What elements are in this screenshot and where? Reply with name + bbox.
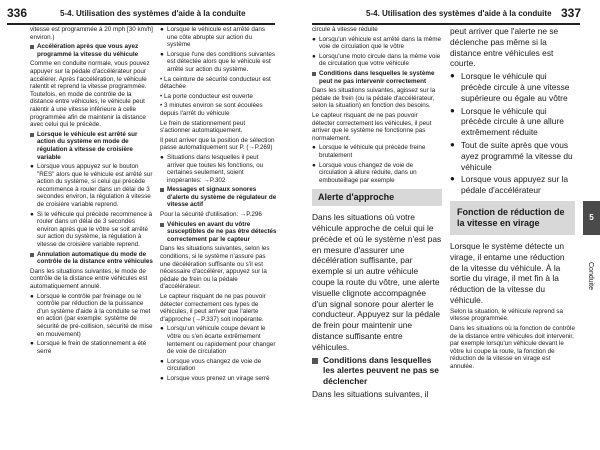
bullet-item: ● Lorsque le véhicule qui précède circule à une vitesse supérieure ou égale au vôtre bbox=[450, 71, 575, 103]
subheading: Accélération après que vous ayez programmé la vitesse du véhicule bbox=[30, 43, 153, 58]
dash-item: • La porte conducteur est ouverte bbox=[160, 92, 253, 100]
bullet-item: ● Lorsqu'une moto circule dans la même voie de circulation que votre véhicule bbox=[312, 53, 442, 68]
paragraph: Comme en conduite normale, vous pouvez appuyer sur la pédale d'accélérateur pour accélérer. Après l'accélération, le véhicule ralentit et reprend la vitesse programmée. Toutefois, en mode de contrôle de la distance entre véhicules, le véhicule peut ralentir à une vitesse inférieure à celle programmée afin de maintenir la distance avec celui qui le précède. bbox=[30, 60, 150, 129]
bullet-item: ● Tout de suite après que vous ayez programmé la vitesse du véhicule bbox=[450, 140, 575, 172]
paragraph: Lorsque le système détecte un virage, il entame une réduction de la vitesse du véhicule. À la sortie du virage, il met fin à la réduction de la vitesse du véhicule. bbox=[450, 240, 565, 305]
chapter-title-right: 5-4. Utilisation des systèmes d'aide à la conduite bbox=[366, 9, 552, 18]
section-heading-approach-alert: Alerte d'approche bbox=[312, 189, 442, 206]
section-heading-curve-speed-reduction: Fonction de réduction de la vitesse en virage bbox=[450, 201, 575, 235]
subheading: Conditions dans lesquelles les alertes peuvent ne pas se déclencher bbox=[312, 355, 442, 387]
subheading: Conditions dans lesquelles le système peut ne pas intervenir correctement bbox=[312, 70, 442, 85]
paragraph: Le capteur risquant de ne pas pouvoir détecter correctement les véhicules, il peut arriver que le système ne fonctionne pas normalement. bbox=[312, 111, 432, 142]
bullet-item: ● Lorsque l'une des conditions suivantes est détectée alors que le véhicule est arrêté sur action du système. bbox=[160, 51, 277, 74]
bullet-item: ● Lorsque vous prenez un virage serré bbox=[160, 375, 277, 383]
left-page-column-2 bbox=[160, 26, 277, 385]
bullet-item: ● Lorsque le véhicule qui précède freine brutalement bbox=[312, 144, 442, 159]
page-number-right: 337 bbox=[561, 6, 582, 20]
subheading: Véhicules en avant du vôtre susceptibles de ne pas être détectés correctement par le capteur bbox=[160, 221, 277, 244]
bullet-item: ● Si le véhicule qui précède recommence à rouler dans un délai de 3 secondes environ après que le vôtre se soit arrêté sur action du système, la régulation à vitesse de croisière variable reprend. bbox=[30, 211, 153, 249]
paragraph: peut arriver que l'alerte ne se déclenche pas même si la distance entre véhicules est courte. bbox=[450, 26, 559, 69]
bullet-item: ● Lorsque le contrôle par freinage ou le contrôle par réduction de la puissance d'un système d'aide à la conduite se met en action (par exemple: système de sécurité de pré-collision, sécurité de mise en mouvement) bbox=[30, 293, 153, 339]
bullet-item: ● Lorsque vous changez de voie de circulation bbox=[160, 358, 277, 373]
paragraph: Dans les situations suivantes, selon les conditions, si le système n'assure pas une décélération suffisante ou s'il est nécessaire d'accélérer, appuyez sur la pédale de frein ou la pédale d'accélérateur. bbox=[160, 245, 270, 291]
paragraph: Dans les situations où la fonction de contrôle de la distance entre véhicules doit intervenir, par exemple lorsqu'un véhicule devant le vôtre lui coupe la route, la fonction de réduction de la vitesse en virage est annulée. bbox=[450, 324, 575, 370]
paragraph: Selon la situation, le véhicule reprend sa vitesse programmée. bbox=[450, 307, 564, 323]
bullet-item: ● Lorsque le véhicule qui précède circule à une allure extrêmement réduite bbox=[450, 106, 575, 138]
bullet-item: ● Lorsque vous appuyez sur la pédale d'accélérateur bbox=[450, 174, 575, 196]
right-page-column-1 bbox=[312, 26, 442, 402]
paragraph: Dans les situations où votre véhicule approche de celui qui le précède et où le système n'est pas en mesure d'assurer une décélération suffisante, par exemple si un autre véhicule coupe la route du vôtre, une alerte visuelle clignote accompagnée d'un signal sonore pour alerter le conducteur. Appuyez sur la pédale de frein pour maintenir une distance suffisante entre véhicules. bbox=[312, 212, 442, 352]
paragraph: vitesse est programmée à 20 mph [30 km/h] environ.) bbox=[30, 26, 153, 41]
paragraph: Dans les situations suivantes, le mode de contrôle de la distance entre véhicules est automatiquement annulé. bbox=[30, 267, 148, 290]
chapter-title-left: 5-4. Utilisation des systèmes d'aide à la conduite bbox=[60, 9, 246, 18]
paragraph: Dans les situations suivantes, il bbox=[312, 389, 429, 400]
bullet-item: ● Situations dans lesquelles il peut arriver que toutes les fonctions, ou certaines seulement, soient inopérantes: →P.302 bbox=[160, 154, 277, 184]
bullet-item: ● Lorsque vous changez de voie de circulation à allure réduite, dans un embouteillage par exemple bbox=[312, 162, 442, 185]
header-rule-left bbox=[7, 23, 275, 25]
paragraph: Dans les situations suivantes, agissez sur la pédale de frein (ou la pédale d'accélérateur, selon la situation) en fonction des besoins. bbox=[312, 87, 436, 110]
chapter-tab-label: Conduite bbox=[587, 262, 594, 291]
paragraph: Le frein de stationnement peut s'actionner automatiquement. bbox=[160, 119, 246, 135]
paragraph: Le capteur risquant de ne pas pouvoir détecter correctement ces types de véhicules, il peut arriver que l'alerte d'approche (→P.337) soit inopérante. bbox=[160, 293, 266, 323]
bullet-item: ● Lorsque le frein de stationnement a été serré bbox=[30, 340, 153, 355]
subheading: Messages et signaux sonores d'alerte du système de régulateur de vitesse actif bbox=[160, 186, 277, 209]
dash-item: • La ceinture de sécurité conducteur est détachée bbox=[160, 75, 271, 91]
paragraph: circule à vitesse réduite bbox=[312, 26, 378, 33]
bullet-item: ● Lorsque vous appuyez sur le bouton "RES" alors que le véhicule est arrêté sur action du système, si celui qui précède recommence à rouler dans un délai de 3 secondes environ, la régulation à vitesse de croisière variable reprend. bbox=[30, 163, 153, 209]
dash-item: • 3 minutes environ se sont écoulées depuis l'arrêt du véhicule bbox=[160, 102, 263, 117]
left-page-column-1 bbox=[30, 26, 153, 357]
subheading: Lorsque le véhicule est arrêté sur action du système en mode de régulation à vitesse de croisière variable bbox=[30, 131, 153, 161]
chapter-tab: 5 bbox=[583, 201, 600, 235]
subheading: Annulation automatique du mode de contrôle de la distance entre véhicules bbox=[30, 251, 153, 266]
bullet-item: ● Lorsque le véhicule est arrêté dans une côte abrupte sur action du système bbox=[160, 26, 277, 49]
page-number-left: 336 bbox=[7, 6, 28, 20]
header-rule-right bbox=[312, 23, 580, 25]
bullet-item: ● Lorsqu'un véhicule est arrêté dans la même voie de circulation que le vôtre bbox=[312, 36, 442, 51]
paragraph: Pour la sécurité d'utilisation: →P.296 bbox=[160, 211, 262, 219]
bullet-item: ● Lorsqu'un véhicule coupe devant le vôtre ou s'en écarte extrêmement lentement ou rapidement pour changer de voie de circulation bbox=[160, 325, 277, 355]
paragraph: Il peut arriver que la position de sélection passe automatiquement sur P. (→P.269) bbox=[160, 136, 275, 152]
right-page-column-2 bbox=[450, 26, 575, 372]
